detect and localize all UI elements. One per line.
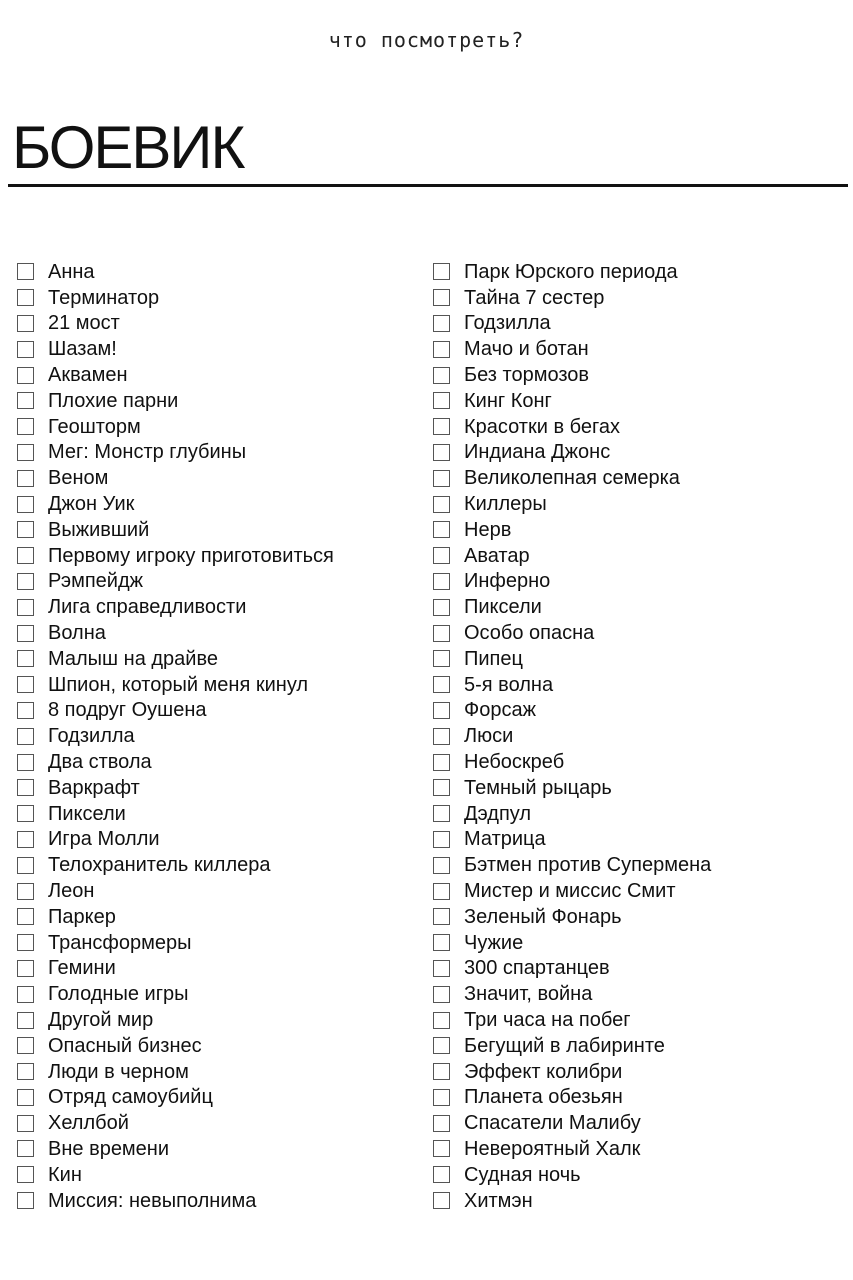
movie-checkbox[interactable]: [433, 960, 450, 977]
movie-list-item: [433, 1059, 711, 1085]
movie-checkbox[interactable]: [433, 625, 450, 642]
movie-checkbox[interactable]: [433, 392, 450, 409]
movie-title: Другой мир: [48, 1009, 154, 1031]
movie-checkbox[interactable]: [17, 496, 34, 513]
movie-list-item: [17, 1136, 334, 1162]
movie-title: Индиана Джонс: [464, 441, 611, 464]
movie-list-item: [433, 775, 711, 801]
movie-list-item: [17, 594, 334, 620]
movie-checkbox[interactable]: [433, 857, 450, 874]
movie-checkbox[interactable]: [433, 676, 450, 693]
movie-title: Гемини: [48, 957, 116, 980]
movie-title: Опасный бизнес: [48, 1034, 202, 1057]
movie-title: Спасатели Малибу: [464, 1112, 641, 1135]
movie-title: Судная ночь: [464, 1163, 581, 1186]
movie-checkbox[interactable]: [17, 625, 34, 642]
movie-checkbox[interactable]: [433, 547, 450, 564]
movie-list-item: [433, 1033, 711, 1059]
movie-checkbox[interactable]: [17, 547, 34, 564]
movie-checkbox[interactable]: [17, 392, 34, 409]
movie-checkbox[interactable]: [17, 1037, 34, 1054]
movie-checkbox[interactable]: [433, 444, 450, 461]
movie-list-item: [433, 362, 711, 388]
movie-list-item: [433, 491, 711, 517]
movie-title: 8 подруг Оушена: [48, 699, 207, 722]
movie-checkbox[interactable]: [17, 883, 34, 900]
movie-title: Форсаж: [464, 699, 536, 722]
movie-list-item: [433, 465, 711, 491]
movie-title: Великолепная семерка: [464, 467, 680, 490]
movie-title: Терминатор: [48, 286, 160, 309]
movie-list-item: [433, 981, 711, 1007]
movie-checkbox[interactable]: [17, 986, 34, 1003]
movie-list-item: [433, 594, 711, 620]
movie-title: Годзилла: [48, 725, 135, 748]
movie-title: Невероятный Халк: [464, 1137, 641, 1160]
movie-title: Мег: Монстр глубины: [48, 441, 247, 464]
movie-list-item: [433, 827, 711, 853]
movie-title: Планета обезьян: [464, 1086, 623, 1109]
movie-list-item: [17, 956, 334, 982]
movie-list-item: [17, 775, 334, 801]
movie-list-item: [433, 311, 711, 337]
movie-title: Веном: [48, 467, 109, 490]
movie-checkbox[interactable]: [433, 341, 450, 358]
movie-checkbox[interactable]: [433, 573, 450, 590]
movie-checkbox[interactable]: [433, 315, 450, 332]
movie-checkbox[interactable]: [17, 1115, 34, 1132]
movie-title: Парк Юрского периода: [464, 260, 678, 283]
movie-list-item: [17, 311, 334, 337]
movie-checkbox[interactable]: [17, 341, 34, 358]
movie-list-item: [17, 904, 334, 930]
movie-checkbox[interactable]: [17, 418, 34, 435]
movie-list-right: [433, 259, 711, 1213]
movie-list-item: [433, 336, 711, 362]
movie-title: Пиксели: [464, 596, 542, 619]
movie-list-item: [433, 517, 711, 543]
movie-list-item: [17, 1110, 334, 1136]
movie-checkbox[interactable]: [433, 367, 450, 384]
movie-list-item: [17, 878, 334, 904]
movie-list-item: [17, 801, 334, 827]
movie-checkbox[interactable]: [17, 315, 34, 332]
movie-checkbox[interactable]: [433, 1012, 450, 1029]
movie-checkbox[interactable]: [17, 1140, 34, 1157]
movie-list-item: [433, 259, 711, 285]
movie-checkbox[interactable]: [17, 779, 34, 796]
movie-checkbox[interactable]: [17, 444, 34, 461]
movie-list-item: [17, 440, 334, 466]
movie-title: Анна: [48, 260, 95, 283]
movie-list-item: [17, 1033, 334, 1059]
movie-checkbox[interactable]: [433, 418, 450, 435]
movie-checkbox[interactable]: [17, 857, 34, 874]
movie-checkbox[interactable]: [17, 263, 34, 280]
movie-title: Два ствола: [48, 751, 152, 774]
movie-title: Годзилла: [464, 312, 551, 335]
movie-list-item: [433, 569, 711, 595]
movie-title: Волна: [48, 622, 106, 645]
movie-title: Бэтмен против Супермена: [464, 854, 712, 877]
movie-list-item: [433, 1162, 711, 1188]
movie-list-item: [17, 620, 334, 646]
movie-checkbox[interactable]: [433, 805, 450, 822]
movie-list-item: [17, 285, 334, 311]
movie-title: Три часа на побег: [464, 1009, 631, 1031]
movie-list-item: [433, 878, 711, 904]
movie-list-item: [433, 698, 711, 724]
movie-title: Хитмэн: [464, 1189, 533, 1212]
movie-title: Голодные игры: [48, 983, 189, 1006]
movie-list-item: [17, 1007, 334, 1033]
movie-title: Шазам!: [48, 338, 117, 361]
movie-checkbox[interactable]: [17, 1192, 34, 1209]
movie-list-item: [433, 723, 711, 749]
movie-list-item: [433, 1007, 711, 1033]
movie-checkbox[interactable]: [17, 1089, 34, 1106]
movie-title: Пипец: [464, 647, 523, 670]
movie-title: Красотки в бегах: [464, 415, 620, 438]
movie-list-item: [433, 956, 711, 982]
movie-list-item: [433, 285, 711, 311]
movie-title: Джон Уик: [48, 493, 135, 516]
movie-checkbox[interactable]: [17, 1012, 34, 1029]
movie-checkbox[interactable]: [433, 496, 450, 513]
movie-checkbox[interactable]: [433, 1166, 450, 1183]
movie-title: Значит, война: [464, 983, 593, 1006]
movie-title: Паркер: [48, 905, 116, 928]
movie-title: Рэмпейдж: [48, 570, 144, 593]
movie-list-item: [433, 440, 711, 466]
movie-list-item: [433, 414, 711, 440]
movie-title: Мистер и миссис Смит: [464, 880, 676, 903]
movie-title: Малыш на драйве: [48, 647, 218, 670]
movie-title: Леон: [48, 880, 95, 903]
movie-checkbox[interactable]: [17, 367, 34, 384]
movie-list-item: [17, 259, 334, 285]
movie-list-item: [17, 1188, 334, 1214]
movie-title: Трансформеры: [48, 931, 192, 954]
movie-title: Инферно: [464, 570, 551, 593]
movie-list-item: [433, 388, 711, 414]
movie-title: Кинг Конг: [464, 389, 552, 412]
movie-checkbox[interactable]: [17, 650, 34, 667]
movie-checkbox[interactable]: [17, 1063, 34, 1080]
movie-list-item: [433, 1188, 711, 1214]
movie-checkbox[interactable]: [433, 779, 450, 796]
movie-checkbox[interactable]: [17, 754, 34, 771]
movie-list-item: [17, 362, 334, 388]
movie-list-item: [433, 620, 711, 646]
title-divider: [8, 184, 848, 187]
movie-title: 300 спартанцев: [464, 957, 610, 980]
movie-list-item: [17, 646, 334, 672]
movie-title: Выживший: [48, 518, 150, 541]
movie-list-item: [433, 672, 711, 698]
movie-title: 21 мост: [48, 312, 120, 335]
movie-checkbox[interactable]: [433, 831, 450, 848]
movie-list-item: [433, 801, 711, 827]
movie-title: Первому игроку приготовиться: [48, 544, 334, 567]
movie-title: Нерв: [464, 518, 512, 541]
movie-list-item: [17, 930, 334, 956]
movie-checkbox[interactable]: [433, 728, 450, 745]
movie-checkbox[interactable]: [433, 1115, 450, 1132]
movie-title: Матрица: [464, 828, 546, 851]
movie-list-item: [433, 1110, 711, 1136]
movie-list-item: [17, 336, 334, 362]
movie-checkbox[interactable]: [433, 986, 450, 1003]
movie-list-item: [17, 414, 334, 440]
movie-checkbox[interactable]: [433, 289, 450, 306]
movie-checkbox[interactable]: [433, 470, 450, 487]
movie-title: Хеллбой: [48, 1112, 129, 1135]
movie-checkbox[interactable]: [433, 521, 450, 538]
movie-title: Шпион, который меня кинул: [48, 673, 309, 696]
movie-list-item: [17, 465, 334, 491]
movie-checkbox[interactable]: [17, 908, 34, 925]
movie-list-item: [17, 698, 334, 724]
movie-title: Темный рыцарь: [464, 776, 612, 799]
movie-title: Люси: [464, 725, 514, 748]
movie-checkbox[interactable]: [17, 728, 34, 745]
movie-list-item: [433, 749, 711, 775]
movie-checkbox[interactable]: [17, 934, 34, 951]
movie-title: Телохранитель киллера: [48, 854, 271, 877]
movie-list-item: [17, 1162, 334, 1188]
movie-title: Аквамен: [48, 364, 128, 387]
movie-checkbox[interactable]: [433, 1063, 450, 1080]
movie-title: Вне времени: [48, 1137, 170, 1160]
movie-checkbox[interactable]: [433, 599, 450, 616]
movie-checkbox[interactable]: [433, 1037, 450, 1054]
movie-list-item: [17, 1085, 334, 1111]
movie-list-item: [433, 930, 711, 956]
movie-checkbox[interactable]: [433, 883, 450, 900]
page-title: БОЕВИК: [12, 114, 244, 181]
movie-title: Отряд самоубийц: [48, 1086, 213, 1109]
movie-title: Бегущий в лабиринте: [464, 1034, 665, 1057]
movie-title: Кин: [48, 1163, 82, 1186]
movie-checkbox[interactable]: [433, 650, 450, 667]
movie-title: Тайна 7 сестер: [464, 286, 605, 309]
movie-title: Зеленый Фонарь: [464, 905, 622, 928]
movie-checkbox[interactable]: [433, 908, 450, 925]
movie-title: Миссия: невыполнима: [48, 1189, 257, 1212]
movie-title: Чужие: [464, 931, 524, 954]
movie-title: Небоскреб: [464, 751, 565, 774]
movie-list-item: [17, 491, 334, 517]
movie-title: Особо опасна: [464, 622, 595, 645]
movie-list-left: [17, 259, 334, 1213]
movie-list-item: [17, 981, 334, 1007]
movie-checkbox[interactable]: [17, 831, 34, 848]
movie-checkbox[interactable]: [433, 1089, 450, 1106]
movie-list-item: [17, 1059, 334, 1085]
movie-list-item: [433, 1085, 711, 1111]
movie-list-item: [17, 723, 334, 749]
movie-list-item: [433, 852, 711, 878]
movie-list-item: [17, 569, 334, 595]
movie-title: Киллеры: [464, 493, 547, 516]
movie-checkbox[interactable]: [17, 521, 34, 538]
movie-checkbox[interactable]: [433, 702, 450, 719]
movie-list-item: [433, 904, 711, 930]
movie-title: Мачо и ботан: [464, 338, 589, 361]
movie-checkbox[interactable]: [17, 599, 34, 616]
movie-list-item: [17, 749, 334, 775]
movie-checkbox[interactable]: [17, 805, 34, 822]
movie-checkbox[interactable]: [17, 702, 34, 719]
movie-title: Эффект колибри: [464, 1060, 623, 1083]
movie-title: Плохие парни: [48, 389, 179, 412]
movie-checkbox[interactable]: [17, 1166, 34, 1183]
movie-title: Лига справедливости: [48, 596, 247, 619]
movie-title: Дэдпул: [464, 802, 532, 825]
movie-checkbox[interactable]: [433, 1140, 450, 1157]
movie-title: Варкрафт: [48, 776, 140, 799]
movie-title: Люди в черном: [48, 1060, 189, 1083]
movie-checkbox[interactable]: [17, 470, 34, 487]
movie-checkbox[interactable]: [433, 1192, 450, 1209]
movie-list-item: [433, 646, 711, 672]
movie-list-item: [17, 517, 334, 543]
movie-title: Пиксели: [48, 802, 126, 825]
movie-checkbox[interactable]: [433, 263, 450, 280]
movie-checkbox[interactable]: [433, 754, 450, 771]
movie-title: Без тормозов: [464, 364, 590, 387]
movie-checkbox[interactable]: [17, 676, 34, 693]
page-subtitle: что посмотреть?: [328, 28, 525, 52]
movie-checkbox[interactable]: [17, 960, 34, 977]
movie-title: Игра Молли: [48, 828, 160, 851]
movie-list-item: [17, 543, 334, 569]
movie-list-item: [17, 852, 334, 878]
movie-title: 5-я волна: [464, 673, 554, 696]
movie-checkbox[interactable]: [17, 289, 34, 306]
movie-title: Аватар: [464, 544, 530, 567]
movie-checkbox[interactable]: [433, 934, 450, 951]
movie-checkbox[interactable]: [17, 573, 34, 590]
movie-title: Геошторм: [48, 415, 141, 438]
movie-list-item: [17, 672, 334, 698]
movie-list-item: [17, 388, 334, 414]
movie-list-item: [433, 1136, 711, 1162]
movie-list-item: [17, 827, 334, 853]
movie-list-item: [433, 543, 711, 569]
